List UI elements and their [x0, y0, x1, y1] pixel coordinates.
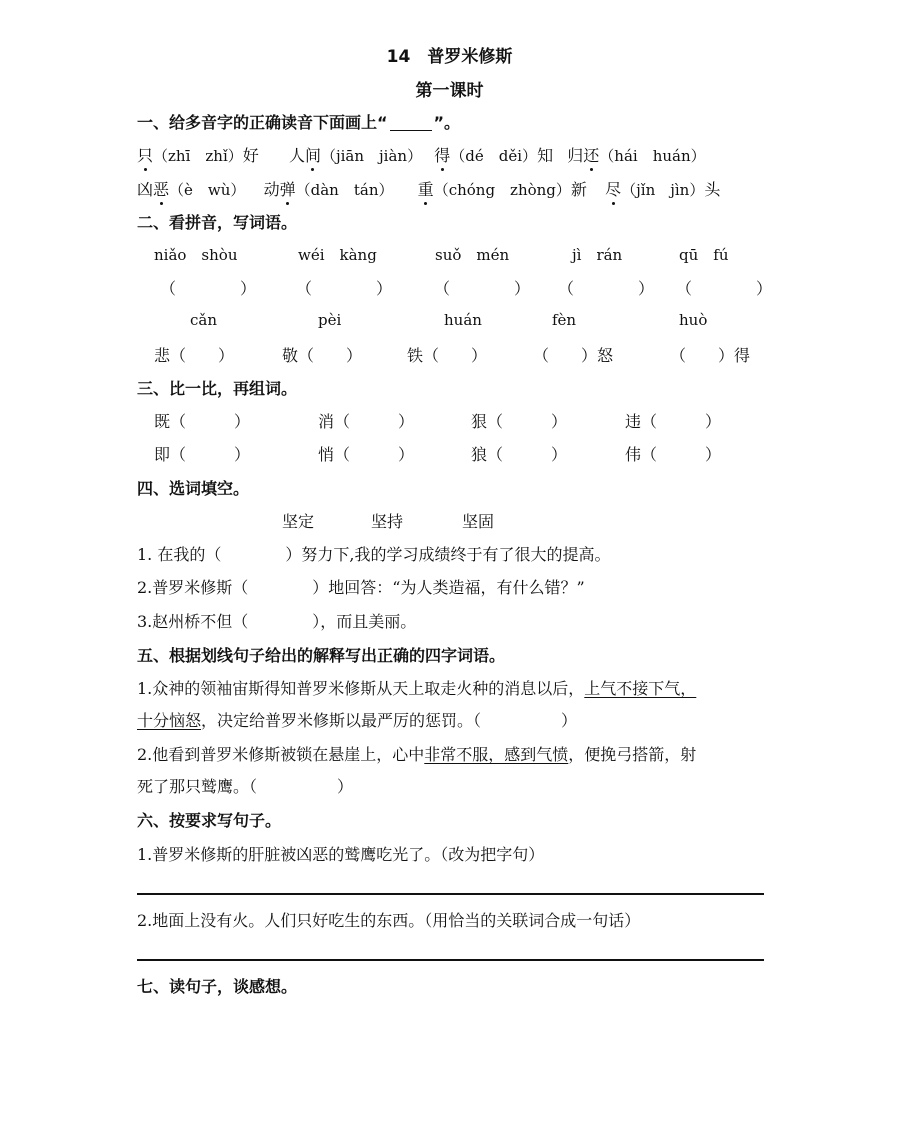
answer-bracket[interactable]: （ ）	[558, 279, 655, 298]
char: 知	[537, 146, 554, 165]
pinyin-item: niǎo shòu	[154, 246, 238, 264]
idiom-question-1-line1	[137, 676, 696, 699]
char: 动	[263, 180, 280, 199]
question-text: 1.众神的领袖宙斯得知普罗米修斯从天上取走火种的消息以后，	[137, 679, 585, 698]
word-blank[interactable]: 悲（ ）	[154, 346, 235, 365]
pinyin-choice[interactable]: （è wù）	[169, 181, 246, 199]
pinyin-item: jì rán	[572, 246, 623, 264]
section3-heading: 三、比一比，再组词。	[137, 379, 298, 398]
section1-heading-text: 一、给多音字的正确读音下面画上“	[137, 113, 388, 132]
word-blank[interactable]: 狼（ ）	[471, 445, 568, 464]
pinyin-choice[interactable]: （hái huán）	[599, 147, 706, 165]
section1-row1	[137, 143, 706, 166]
idiom-question-2-line2[interactable]: 死了那只鹫鹰。（ ）	[137, 777, 354, 796]
page-title: 14 普罗米修斯	[386, 47, 513, 67]
section2-heading: 二、看拼音，写词语。	[137, 213, 298, 232]
question-text[interactable]: ，决定给普罗米修斯以最严厉的惩罚。（ ）	[201, 711, 578, 730]
pinyin-choice[interactable]: （jiān jiàn）	[320, 147, 423, 165]
rewrite-question-1: 1.普罗米修斯的肝脏被凶恶的鹫鹰吃光了。（改为把字句）	[137, 845, 545, 864]
word-blank[interactable]: 悄（ ）	[318, 445, 415, 464]
word-blank[interactable]: 敬（ ）	[282, 346, 363, 365]
underlined-phrase: 上气不接下气，	[584, 679, 697, 698]
char: 只	[137, 143, 153, 166]
pinyin-choice[interactable]: （zhī zhǐ）	[153, 147, 243, 165]
char: 凶	[137, 180, 154, 199]
word-blank[interactable]: 消（ ）	[318, 412, 415, 431]
answer-bracket[interactable]: （ ）	[434, 279, 531, 298]
word-blank[interactable]: 伟（ ）	[625, 445, 722, 464]
word-option: 坚持	[371, 512, 404, 531]
pinyin-item: fèn	[552, 311, 577, 329]
word-option: 坚定	[282, 512, 315, 531]
word-blank[interactable]: 违（ ）	[625, 412, 722, 431]
pinyin-item: wéi kàng	[298, 246, 377, 264]
word-option: 坚固	[462, 512, 495, 531]
page-subtitle: 第一课时	[415, 81, 484, 101]
word-blank[interactable]: 即（ ）	[154, 445, 251, 464]
char: 人	[288, 146, 305, 165]
word-blank[interactable]: 既（ ）	[154, 412, 251, 431]
fill-question-1[interactable]: 1. 在我的（ ）努力下,我的学习成绩终于有了很大的提高。	[137, 545, 611, 564]
answer-bracket[interactable]: （ ）	[296, 279, 393, 298]
char: 还	[583, 143, 599, 166]
pinyin-choice[interactable]: （chóng zhòng）	[433, 181, 571, 199]
rewrite-question-2: 2.地面上没有火。人们只好吃生的东西。（用恰当的关联词合成一句话）	[137, 911, 641, 930]
section1-row2	[137, 177, 720, 200]
pinyin-item: cǎn	[190, 311, 218, 329]
question-text: 2.他看到普罗米修斯被锁在悬崖上，心中	[137, 745, 425, 764]
word-blank[interactable]: （ ）怒	[533, 346, 614, 365]
answer-bracket[interactable]: （ ）	[676, 279, 773, 298]
pinyin-choice[interactable]: （dàn tán）	[295, 181, 394, 199]
char: 归	[567, 146, 584, 165]
question-text: ，便挽弓搭箭，射	[568, 745, 697, 764]
section1-heading-end: ”。	[433, 113, 461, 132]
char: 好	[242, 146, 259, 165]
idiom-question-2-line1	[137, 742, 696, 765]
word-blank[interactable]: 狠（ ）	[471, 412, 568, 431]
answer-bracket[interactable]: （ ）	[160, 279, 257, 298]
word-blank[interactable]: （ ）得	[670, 346, 751, 365]
section7-heading: 七、读句子，谈感想。	[137, 977, 298, 996]
pinyin-item: suǒ mén	[435, 246, 510, 264]
fill-question-3[interactable]: 3.赵州桥不但（ ），而且美丽。	[137, 612, 417, 631]
answer-blank	[390, 130, 432, 131]
pinyin-choice[interactable]: （dé děi）	[450, 147, 538, 165]
char: 新	[570, 180, 587, 199]
pinyin-choice[interactable]: （jǐn jìn）	[621, 181, 705, 199]
pinyin-item: qū fú	[679, 246, 729, 264]
pinyin-item: huò	[679, 311, 708, 329]
section5-heading: 五、根据划线句子给出的解释写出正确的四字词语。	[137, 646, 506, 665]
section6-heading: 六、按要求写句子。	[137, 811, 282, 830]
char: 间	[305, 143, 321, 166]
word-blank[interactable]: 铁（ ）	[407, 346, 488, 365]
answer-line[interactable]	[137, 893, 764, 895]
char: 恶	[153, 177, 169, 200]
section4-heading: 四、选词填空。	[137, 479, 250, 498]
idiom-question-1-line2[interactable]	[137, 708, 577, 731]
section1-heading	[137, 110, 460, 133]
underlined-phrase: 十分恼怒	[137, 711, 202, 730]
pinyin-item: pèi	[318, 311, 342, 329]
char: 尽	[605, 177, 621, 200]
answer-line[interactable]	[137, 959, 764, 961]
char: 得	[434, 143, 450, 166]
fill-question-2[interactable]: 2.普罗米修斯（ ）地回答：“为人类造福，有什么错？”	[137, 578, 585, 597]
pinyin-item: huán	[444, 311, 482, 329]
char: 重	[418, 177, 434, 200]
char: 头	[704, 180, 721, 199]
underlined-phrase: 非常不服，感到气愤	[424, 745, 569, 764]
char: 弹	[280, 177, 296, 200]
